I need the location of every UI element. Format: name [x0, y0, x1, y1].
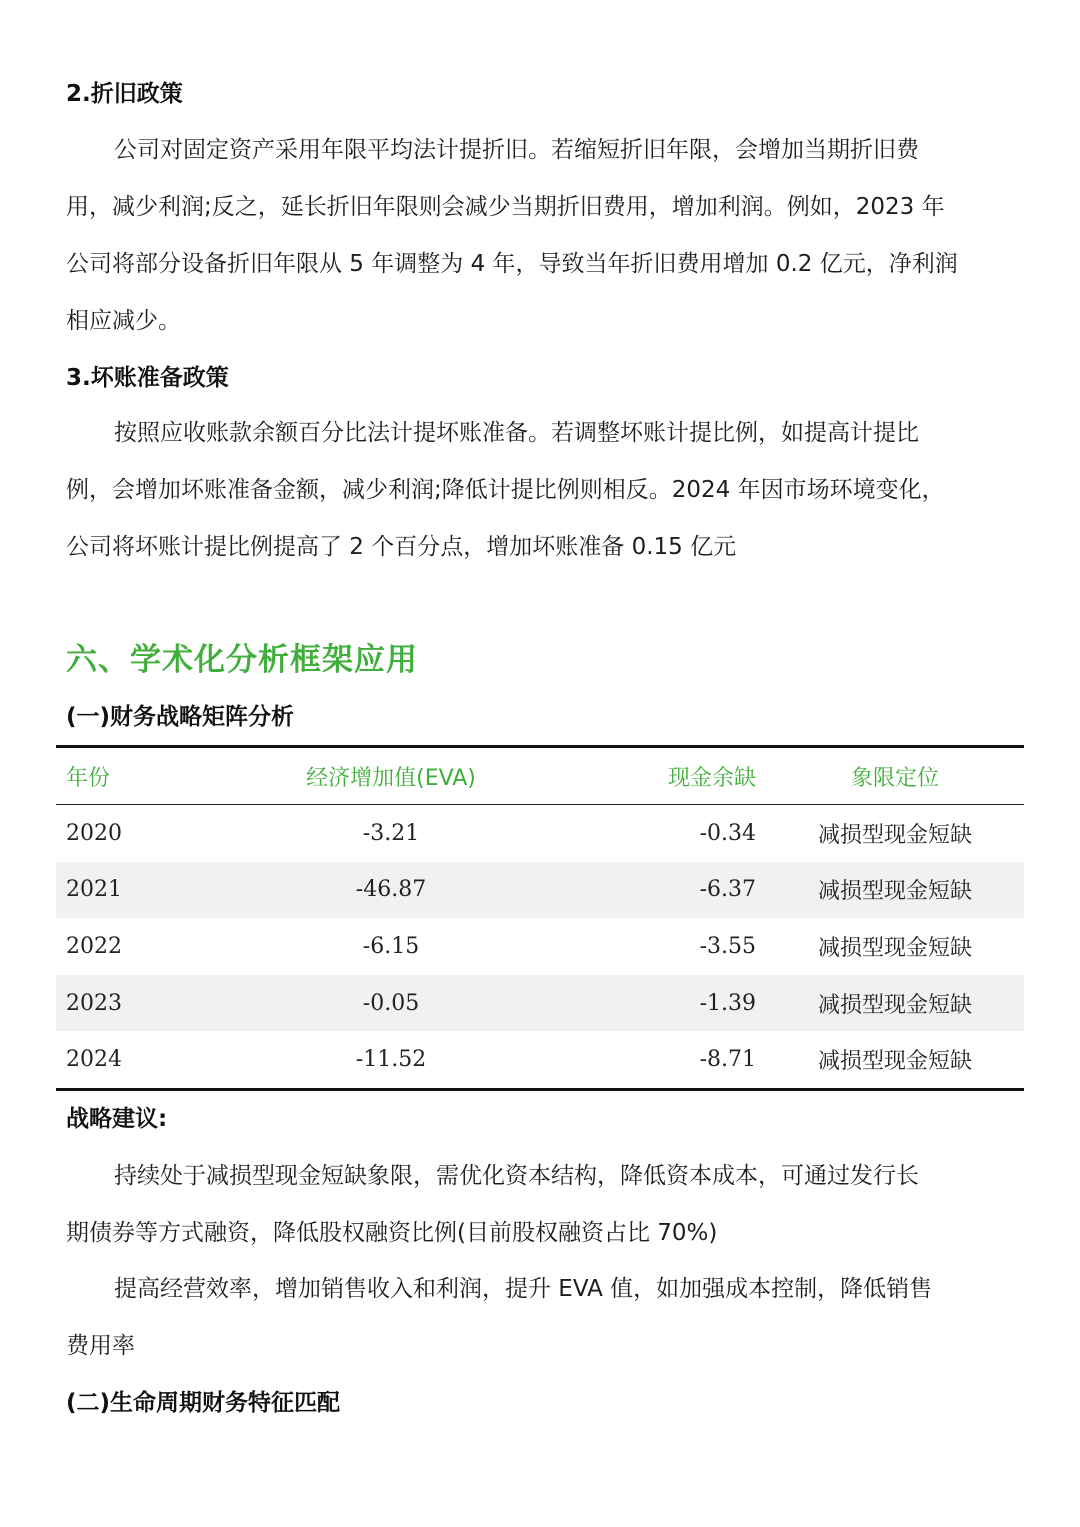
bad-debt-heading: 3.坏账准备政策	[66, 365, 229, 391]
bad-debt-line: 例，会增加坏账准备金额，减少利润;降低计提比例则相反。2024 年因市场环境变化，	[66, 477, 945, 503]
table-row	[56, 1031, 1024, 1089]
cell-quadrant: 减损型现金短缺	[817, 935, 972, 961]
table-row	[56, 975, 1024, 1032]
cell-cash-balance: -8.71	[699, 1047, 756, 1073]
advice-line: 期债券等方式融资，降低股权融资比例(目前股权融资占比 70%)	[66, 1220, 718, 1246]
cell-eva: -11.52	[355, 1047, 427, 1073]
cell-quadrant: 减损型现金短缺	[817, 822, 972, 848]
depreciation-line: 公司将部分设备折旧年限从 5 年调整为 4 年，导致当年折旧费用增加 0.2 亿元，净利润	[66, 251, 958, 277]
cell-year: 2024	[66, 1047, 122, 1073]
cell-year: 2021	[56, 862, 236, 919]
cell-eva: -46.87	[236, 862, 546, 919]
table-row	[56, 805, 1024, 862]
depreciation-heading: 2.折旧政策	[66, 81, 183, 107]
cell-quadrant: 减损型现金短缺	[766, 975, 1024, 1032]
cell-year: 2020	[66, 820, 122, 846]
advice-paragraph-1	[66, 1148, 1016, 1262]
col-header-year: 年份	[56, 747, 236, 805]
table-header-row	[56, 747, 1024, 805]
strategy-heading: 战略建议:	[66, 1106, 168, 1132]
bad-debt-line: 公司将坏账计提比例提高了 2 个百分点，增加坏账准备 0.15 亿元	[66, 534, 737, 560]
cell-quadrant: 减损型现金短缺	[817, 1049, 972, 1075]
depreciation-line: 公司对固定资产采用年限平均法计提折旧。若缩短折旧年限，会增加当期折旧费	[114, 137, 919, 163]
cell-cash-balance: -3.55	[699, 933, 756, 959]
table-row	[56, 862, 1024, 919]
cell-eva: -3.21	[362, 820, 420, 846]
cell-eva: -6.15	[362, 933, 420, 959]
cell-cash-balance: -0.34	[699, 820, 756, 846]
depreciation-paragraph	[66, 122, 1016, 350]
cell-cash-balance: -1.39	[546, 975, 766, 1032]
financial-strategy-matrix-table	[56, 745, 1024, 1091]
cell-year: 2022	[66, 933, 122, 959]
col-header-quadrant: 象限定位	[766, 747, 1024, 805]
section-six-title: 六、学术化分析框架应用	[66, 642, 418, 678]
cell-quadrant: 减损型现金短缺	[766, 862, 1024, 919]
advice-paragraph-2	[66, 1261, 1016, 1375]
lifecycle-subheading: (二)生命周期财务特征匹配	[66, 1390, 341, 1416]
cell-eva: -0.05	[236, 975, 546, 1032]
bad-debt-line: 按照应收账款余额百分比法计提坏账准备。若调整坏账计提比例，如提高计提比	[114, 420, 919, 446]
cell-year: 2023	[56, 975, 236, 1032]
matrix-subheading: (一)财务战略矩阵分析	[66, 704, 295, 730]
table-row	[56, 918, 1024, 975]
cell-cash-balance: -6.37	[546, 862, 766, 919]
col-header-cash-balance: 现金余缺	[546, 747, 766, 805]
col-header-eva: 经济增加值(EVA)	[236, 747, 546, 805]
depreciation-line: 用，减少利润;反之，延长折旧年限则会减少当期折旧费用，增加利润。例如，2023 年	[66, 194, 945, 220]
depreciation-line: 相应减少。	[66, 308, 181, 334]
advice-line: 费用率	[66, 1333, 135, 1359]
advice-line: 持续处于减损型现金短缺象限，需优化资本结构，降低资本成本，可通过发行长	[114, 1163, 919, 1189]
bad-debt-paragraph	[66, 405, 1016, 576]
advice-line: 提高经营效率，增加销售收入和利润，提升 EVA 值，如加强成本控制，降低销售	[114, 1276, 933, 1302]
